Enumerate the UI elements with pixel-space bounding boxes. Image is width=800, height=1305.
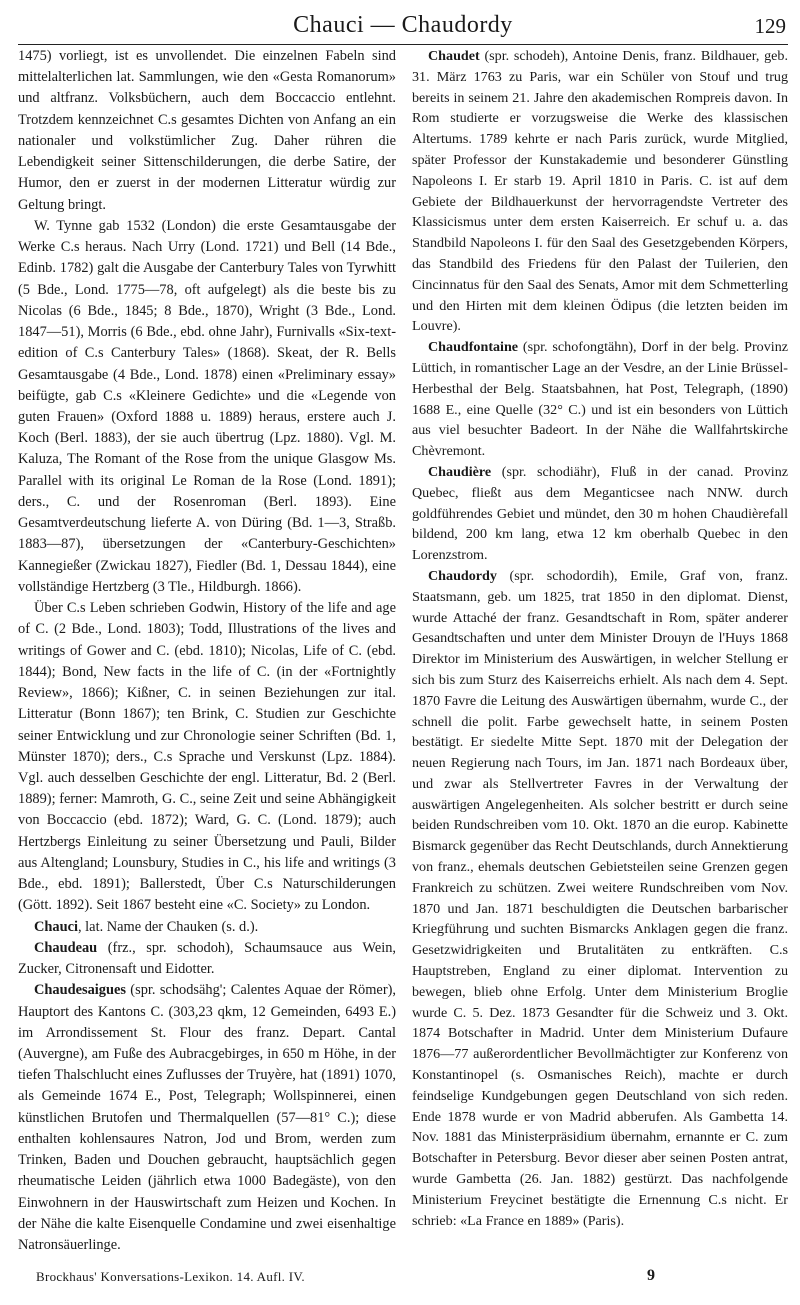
entry-chaudiere: Chaudière (spr. schodiähr), Fluß in der canad. Provinz Quebec, fließt aus dem Meganticsee nach NNW. durch goldführendes Gebiet und mündet, den 30 m hohen Chaudièrefall bildend, 200 km lang, etwa 12 km oberhalb Quebec in den Lorenzstrom.: [412, 463, 788, 564]
entry-headword: Chaudfontaine: [428, 339, 519, 356]
entry-chaudeau: Chaudeau (frz., spr. schodoh), Schaumsauce aus Wein, Zucker, Citronensaft und Eidotter.: [18, 939, 396, 978]
entry-headword: Chaudeau: [34, 939, 98, 956]
signature-mark: 9: [647, 1267, 655, 1284]
entry-headword: Chaudière: [428, 463, 492, 480]
paragraph-continuation: 1475) vorliegt, ist es unvollendet. Die einzelnen Fabeln sind mittelalterlichen lat. Sammlungen, wie den «Gesta Romanorum» und altfranz. Volksbüchern, auch dem Boccaccio entlehnt. Trotzdem kennzeichnet C.s gesamtes Dichten von Anfang an ein nationaler und volkstümlicher Zug. Daher rühren die Lebendigkeit seiner Sittenschilderungen, die derbe Satire, der Humor, den er zuerst in der modernen Litteratur würdig zur Geltung bringt.: [18, 48, 396, 213]
entry-chaudordy: Chaudordy (spr. schodordih), Emile, Graf von, franz. Staatsmann, geb. um 1825, trat 1850 in den diplomat. Dienst, wurde Attaché der franz. Gesandtschaft in Rom, später anderer Gesandtschaften und unter dem Minister Drouyn de l'Huys 1868 Direktor im Ministerium des Auswärtigen, in welcher Stellung er sich bis zum Sturz des Kaiserreichs erhielt. Als nach dem 4. Sept. 1870 Favre die Leitung des Auswärtigen übernahm, wurde C., der schnell die polit. Farbe gewechselt hatte, in seinem Posten bestätigt. Er siedelte Mitte Sept. 1870 mit der Delegation der neuen Regierung nach Tours, im Jan. 1871 nach Bordeaux über, und zwar als Stellvertreter Favres in der Verwaltung der auswärtigen Angelegenheiten. Als solcher bestritt er durch seine beiden Rundschreiben vom 10. Okt. 1870 an die europ. Kabinette Bismarck gegenüber das Recht Deutschlands, durch Annektierung von franz., ehemals deutschen Gebietsteilen seine Grenzen gegen Frankreich zu schützen. Zwei weitere Rundschreiben vom Nov. 1870 und Jan. 1871 beschuldigten die Deutschen barbarischer Kriegführung und suchten Bismarcks Anklagen gegen die franz. Gesetzwidrigkeiten und Brutalitäten zu entkräften. C.s Hauptstreben, England zu einer diplomat. Intervention zu bewegen, blieb ohne Erfolg. Unter dem Ministerium Broglie wurde C. 5. Dez. 1873 Gesandter für die Schweiz und 3. Okt. 1874 Botschafter in Madrid. Unter dem Ministerium Dufaure 1876—77 außerordentlicher Bevollmächtigter zur Konferenz von Konstantinopel (s. Osmanisches Reich), machte er durch feindselige Kundgebungen gegen Deutschland von sich reden. Ende 1878 wurde er von Madrid abberufen. Als Gambetta 14. Nov. 1881 das Ministerpräsidium übernahm, ernannte er C. zum Botschafter in Petersburg. Bevor dieser aber seinen Posten antrat, wurde Gambetta (26. Jan. 1882) gestürzt. Das nachfolgende Ministerium Freycinet bestätigte die Ernennung C.s nicht. Er schrieb: «La France en 1889» (Paris).: [412, 567, 788, 1229]
paragraph-biographies: Über C.s Leben schrieben Godwin, History of the life and age of C. (2 Bde., Lond. 1803); Todd, Illustrations of the lives and writings of Gower and C. (ebd. 1810); Nicolas, Life of C. (ebd. 1844); Bond, New facts in the life of C. (in der «Fortnightly Review», 1866); Kißner, C. in seinen Beziehungen zur ital. Litteratur (Bonn 1867); ten Brink, C. Studien zur Geschichte seiner Entwicklung und zur Chronologie seiner Schriften (Bd. 1, Münster 1870); ders., C.s Sprache und Verskunst (Lpz. 1884). Vgl. auch desselben Geschichte der engl. Litteratur, Bd. 2 (Berl. 1889); ferner: Mamroth, G. C., seine Zeit und seine Abhängigkeit von Boccaccio (ebd. 1872); Ward, G. C. (Lond. 1879); auch Hertzbergs Einleitung zu seiner Übersetzung und Pauli, Bilder aus Altengland; Lounsbury, Studies in C., his life and writings (3 Bde., ebd. 1891); Ballerstedt, Über C.s Naturschilderungen (Gött. 1892). Seit 1867 besteht eine «C. Society» zu London.: [18, 600, 396, 914]
left-column: [18, 46, 396, 1256]
imprint-line: Brockhaus' Konversations-Lexikon. 14. Aufl. IV.: [36, 1269, 305, 1284]
entry-headword: Chaudordy: [428, 567, 497, 584]
right-column: [412, 46, 788, 1231]
entry-chaudet: Chaudet (spr. schodeh), Antoine Denis, franz. Bildhauer, geb. 31. März 1763 zu Paris, war ein Schüler von Stouf und trug bereits in seinem 21. Jahre den akademischen Rompreis davon. In Rom studierte er vorzugsweise die Werke des klassischen Altertums. 1789 kehrte er nach Paris zurück, wurde Mitglied, später Professor der Kunstakademie und besonderer Günstling Napoleons I. Er starb 19. April 1810 in Paris. C. ist auf dem Gebiete der Bildhauerkunst der hervorragendste Vertreter des Klassicismus unter dem ersten Kaiserreich. Er schuf u. a. das Standbild Napoleons I. für den Saal des Gesetzgebenden Körpers, das Standbild des Friedens für den Palast der Tuilerien, den Cincinnatus für den Saal des Senats, Amor mit dem Schmetterling und den Hirten mit dem kleinen Ödipus (die letzten beiden im Louvre).: [412, 48, 788, 335]
entry-chaudfontaine: Chaudfontaine (spr. schofongtähn), Dorf in der belg. Provinz Lüttich, in romantischer Lage an der Vesdre, an der Linie Brüssel-Herbesthal der Belg. Staatsbahnen, hat Post, Telegraph, (1890) 1688 E., eine Quelle (32° C.) und ist ein besonders von Lüttich aus viel besuchter Badeort. In der Nähe die Wallfahrtskirche Chèvremont.: [412, 339, 788, 460]
running-header: [18, 8, 788, 45]
entry-headword: Chaudesaigues: [34, 982, 126, 999]
entry-chaudesaigues: Chaudesaigues (spr. schodsähg'; Calentes Aquae der Römer), Hauptort des Kantons C. (303,23 qkm, 12 Gemeinden, 6493 E.) im Arrondissement St. Flour des franz. Depart. Cantal (Auvergne), am Fuße des Aubracgebirges, in 650 m Höhe, in der tiefen Thalschlucht eines Zuflusses der Truyère, hat (1891) 1070, als Gemeinde 1674 E., Post, Telegraph; Wollspinnerei, einen künstlichen Brutofen und Thermalquellen (57—81° C.); diese enthalten kohlensaures Natron, Jod und Brom, werden zum Trinken, Baden und Douchen gebraucht, hauptsächlich gegen rheumatische Leiden (jährlich etwa 1000 Badegäste), von den Einwohnern in der Hauswirtschaft zum Heizen und Kochen. In der Nähe die kalte Eisenquelle Condamine und zwei eisenhaltige Natronsäuerlinge.: [18, 982, 396, 1254]
page-footer: [18, 1269, 788, 1293]
entry-chauci: Chauci, lat. Name der Chauken (s. d.).: [34, 918, 259, 935]
header-title: Chauci — Chaudordy: [293, 12, 513, 38]
paragraph-editions: W. Tynne gab 1532 (London) die erste Gesamtausgabe der Werke C.s heraus. Nach Urry (Lond. 1721) und Bell (14 Bde., Edinb. 1782) galt die Ausgabe der Canterbury Tales von Tyrwhitt (5 Bde., Lond. 1775—78, oft aufgelegt) als die beste bis zu Nicolas (6 Bde., 1845; 8 Bde., 1870), Wright (3 Bde., Lond. 1847—51), Morris (6 Bde., ebd. ohne Jahr), Furnivalls «Six-text-edition of C.s Canterbury Tales» (1868). Skeat, der R. Bells Gesamtausgabe (4 Bde., Lond. 1878) einen «Preliminary essay» beifügte, gab C.s «Kleinere Gedichte» und die «Legende von guten Frauen» (Oxford 1888 u. 1889) heraus, erstere auch J. Koch (Berl. 1883), der sie auch übertrug (Lpz. 1880). Vgl. M. Kaluza, The Romant of the Rose from the unique Glasgow Ms. Parallel with its original Le Roman de la Rose (Lond. 1891); ders., C. und der Rosenroman (Berl. 1893). Eine Gesamtverdeutschung lieferte A. von Düring (Bd. 1—3, Straßb. 1883—87), übersetzungen der «Canterbury-Geschichten» Kannegießer (Zwickau 1827), Fiedler (Bd. 1, Dessau 1844), eine vollständige Hertzberg (3 Tle., Hildburgh. 1866).: [18, 217, 396, 595]
entry-headword: Chauci: [34, 918, 78, 935]
entry-headword: Chaudet: [428, 48, 480, 64]
page-number: 129: [754, 14, 786, 38]
